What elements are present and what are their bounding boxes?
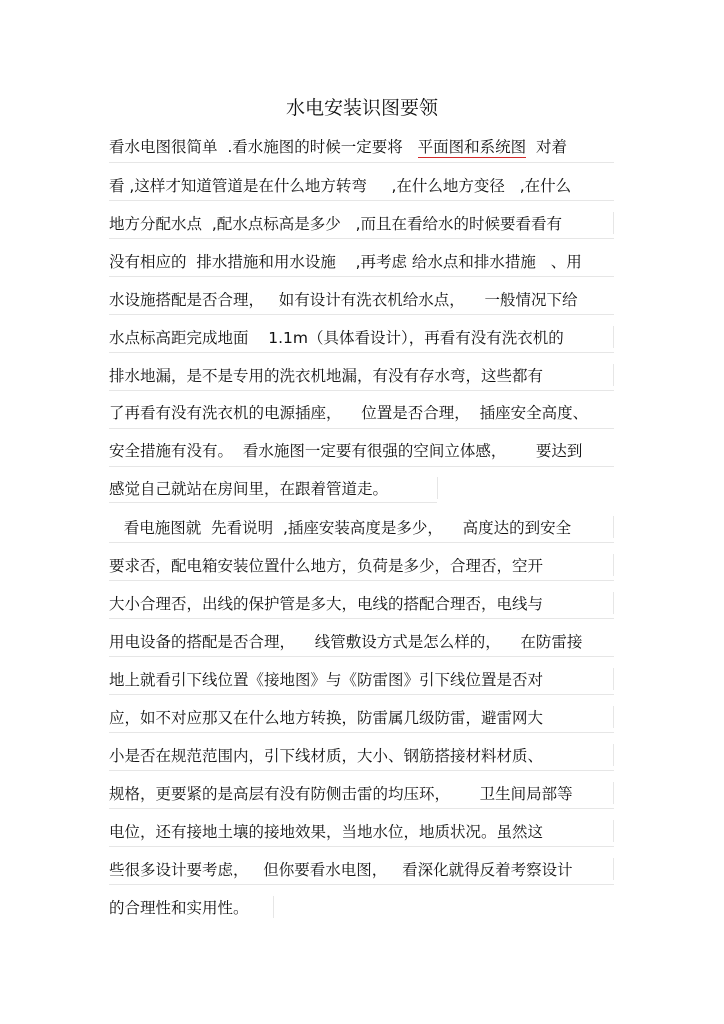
line-separator [109, 314, 614, 315]
line-separator [109, 580, 614, 581]
line-separator [109, 276, 614, 277]
line-end-mark [613, 554, 614, 576]
line-separator [109, 884, 614, 885]
line-separator [109, 390, 614, 391]
line-separator [109, 502, 437, 503]
line-separator [109, 656, 614, 657]
text-line: 地方分配水点 ,配水点标高是多少 ,而且在看给水的时候要看看有 [109, 215, 562, 233]
text-line [109, 135, 567, 159]
text-line: 大小合理否，出线的保护管是多大，电线的搭配合理否，电线与 [109, 595, 544, 613]
line-separator [109, 770, 614, 771]
line-separator [109, 846, 614, 847]
text-line: 感觉自己就站在房间里，在跟着管道走。 [109, 480, 389, 498]
text-line: 的合理性和实用性。 [109, 899, 249, 917]
line-separator [109, 428, 614, 429]
page-title: 水电安装识图要领 [285, 97, 438, 119]
line-end-mark [437, 477, 438, 499]
text-line: 水点标高距完成地面 1.1m（具体看设计），再看有没有洗衣机的 [109, 329, 564, 347]
text-line: 排水地漏，是不是专用的洗衣机地漏，有没有存水弯，这些都有 [109, 367, 544, 385]
line-end-mark [613, 782, 614, 804]
line-end-mark [613, 212, 614, 234]
underlined-phrase: 平面图和系统图 [417, 138, 527, 156]
line-separator [109, 618, 614, 619]
line-end-mark [613, 326, 614, 348]
text-segment: 对着 [526, 138, 567, 156]
line-separator [109, 808, 614, 809]
line-separator [109, 238, 614, 239]
line-separator [109, 732, 614, 733]
text-line: 了再看有没有洗衣机的电源插座， 位置是否合理， 插座安全高度、 [109, 404, 589, 422]
line-separator [109, 200, 614, 201]
text-line: 规格，更要紧的是高层有没有防侧击雷的均压环， 卫生间局部等 [109, 785, 573, 803]
text-line: 看 ,这样才知道管道是在什么地方转弯 ,在什么地方变径 ,在什么 [109, 177, 572, 195]
text-line: 些很多设计要考虑， 但你要看水电图， 看深化就得反着考察设计 [109, 861, 573, 879]
line-end-mark [613, 820, 614, 842]
text-line: 用电设备的搭配是否合理， 线管敷设方式是怎么样的， 在防雷接 [109, 633, 583, 651]
line-separator [109, 466, 614, 467]
line-end-mark [613, 706, 614, 728]
text-line: 水设施搭配是否合理， 如有设计有洗衣机给水点， 一般情况下给 [109, 291, 578, 309]
text-line: 看电施图就 先看说明 ,插座安装高度是多少， 高度达的到安全 [109, 519, 572, 537]
line-end-mark [613, 516, 614, 538]
line-end-mark [613, 744, 614, 766]
line-end-mark [613, 668, 614, 690]
line-separator [109, 694, 614, 695]
line-end-mark [273, 896, 274, 918]
text-segment: 看水电图很简单 .看水施图的时候一定要将 [109, 138, 418, 156]
line-separator [109, 162, 614, 163]
text-line: 要求否，配电箱安装位置什么地方，负荷是多少，合理否，空开 [109, 557, 544, 575]
line-separator [109, 542, 614, 543]
line-end-mark [613, 858, 614, 880]
text-line: 没有相应的 排水措施和用水设施 ,再考虑 给水点和排水措施 、用 [109, 253, 582, 271]
line-separator [109, 352, 614, 353]
line-end-mark [613, 592, 614, 614]
text-line: 电位，还有接地土壤的接地效果，当地水位，地质状况。虽然这 [109, 823, 544, 841]
text-line: 应，如不对应那又在什么地方转换，防雷属几级防雷，避雷网大 [109, 709, 544, 727]
text-line: 小是否在规范范围内，引下线材质，大小、钢筋搭接材料材质、 [109, 747, 544, 765]
line-end-mark [613, 364, 614, 386]
text-line: 地上就看引下线位置《接地图》与《防雷图》引下线位置是否对 [109, 671, 544, 689]
text-line: 安全措施有没有。 看水施图一定要有很强的空间立体感， 要达到 [109, 442, 583, 460]
